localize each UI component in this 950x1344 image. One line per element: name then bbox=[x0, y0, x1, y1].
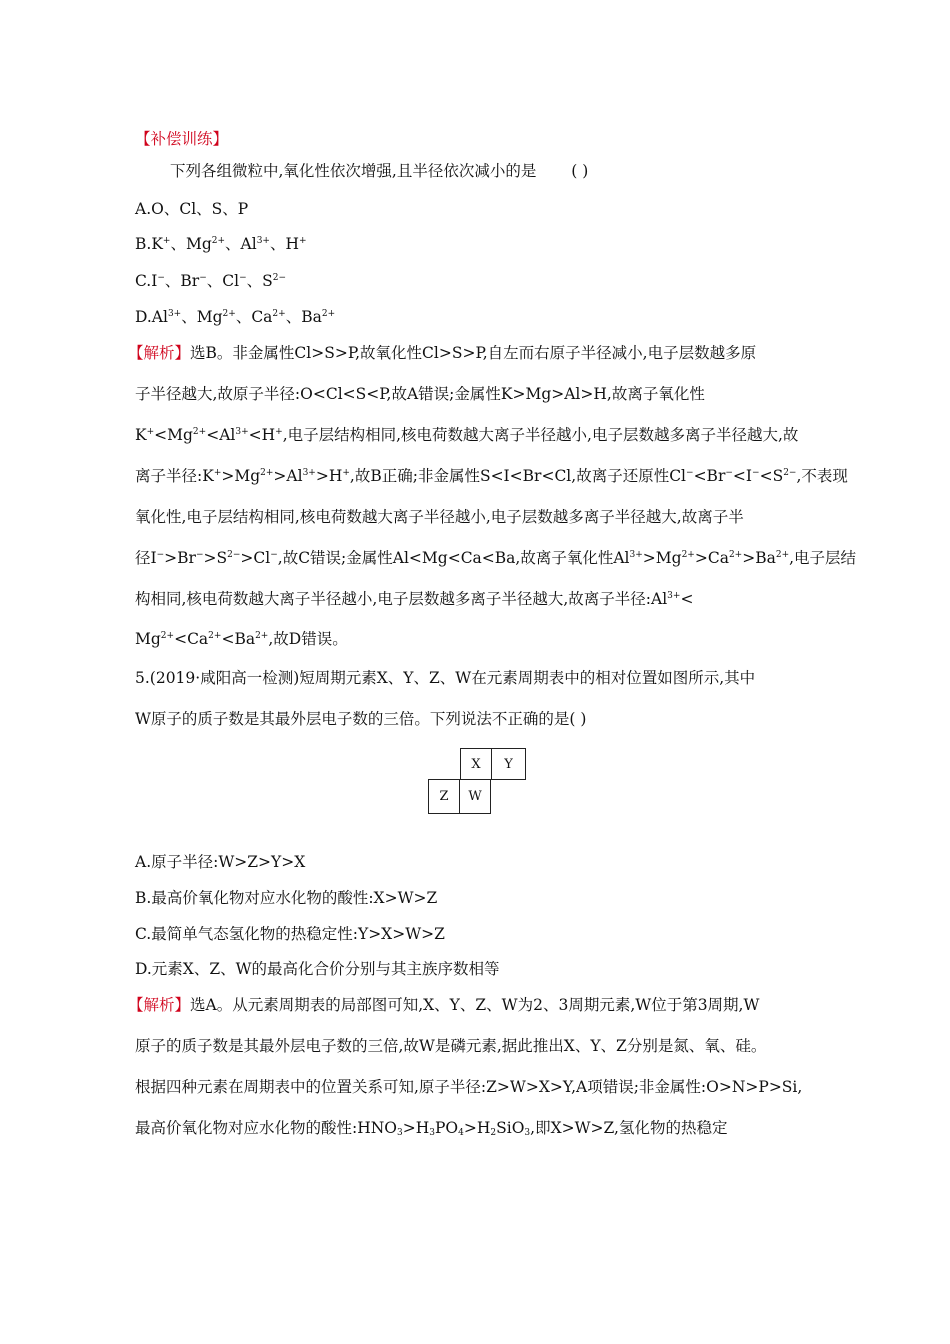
q5-analysis-line-1 bbox=[128, 994, 759, 1016]
superscript: 2+ bbox=[192, 427, 207, 437]
text-segment: <Mg bbox=[154, 426, 193, 444]
cell-y: Y bbox=[491, 748, 526, 780]
superscript: − bbox=[725, 468, 733, 478]
text-segment: < bbox=[680, 590, 694, 608]
superscript: 2− bbox=[227, 550, 241, 560]
superscript: − bbox=[157, 273, 165, 283]
analysis-line-7 bbox=[135, 588, 693, 610]
text-segment: <H bbox=[248, 426, 276, 444]
text-segment: C.I bbox=[135, 272, 158, 290]
q5-option-c: C.最简单气态氢化物的热稳定性:Y>X>W>Z bbox=[135, 925, 445, 943]
text-segment: 、Mg bbox=[170, 235, 212, 253]
text-segment: ,故D错误。 bbox=[268, 630, 348, 648]
text-segment: >Ca bbox=[694, 549, 729, 567]
text-segment: >Al bbox=[273, 467, 303, 485]
option-a: A.O、Cl、S、P bbox=[135, 200, 249, 218]
text-segment: >S bbox=[203, 549, 228, 567]
text-segment: ,故C错误;金属性Al<Mg<Ca<Ba,故离子氧化性Al bbox=[277, 549, 630, 567]
text-segment: >H bbox=[315, 467, 343, 485]
text-segment: ,即X>W>Z,氢化物的热稳定 bbox=[530, 1119, 728, 1137]
superscript: 3+ bbox=[629, 550, 643, 560]
question-stem-text: 下列各组微粒中,氧化性依次增强,且半径依次减小的是 bbox=[170, 162, 537, 180]
q5-analysis-line-2: 原子的质子数是其最外层电子数的三倍,故W是磷元素,据此推出X、Y、Z分别是氮、氧、硅。 bbox=[135, 1037, 767, 1055]
text-segment: Mg bbox=[135, 630, 161, 648]
analysis-line-1 bbox=[128, 342, 756, 364]
superscript: 2+ bbox=[255, 631, 269, 641]
superscript: − bbox=[156, 550, 165, 560]
analysis-line-8 bbox=[135, 628, 348, 650]
analysis-line-3 bbox=[135, 424, 798, 446]
superscript: + bbox=[275, 427, 283, 437]
q5-analysis-label: 【解析】 bbox=[128, 996, 191, 1014]
text-segment: 、Mg bbox=[181, 308, 223, 326]
superscript: 3+ bbox=[256, 236, 270, 246]
superscript: − bbox=[195, 550, 204, 560]
analysis-line-2: 子半径越大,故原子半径:O<Cl<S<P,故A错误;金属性K>Mg>Al>H,故离子氧化性 bbox=[135, 385, 705, 403]
superscript: 2+ bbox=[160, 631, 175, 641]
q5-analysis-line-4 bbox=[135, 1117, 727, 1139]
option-d bbox=[135, 306, 335, 328]
cell-x: X bbox=[460, 748, 492, 780]
text-segment: 、H bbox=[269, 235, 299, 253]
text-segment: K bbox=[135, 426, 147, 444]
option-b bbox=[135, 233, 307, 255]
question-stem bbox=[170, 160, 588, 182]
superscript: 3+ bbox=[302, 468, 316, 478]
text-segment: >Mg bbox=[642, 549, 682, 567]
text-segment: ,电子层结 bbox=[789, 549, 857, 567]
superscript: 3+ bbox=[667, 591, 681, 601]
text-segment: 、S bbox=[246, 272, 273, 290]
text-segment: 、Br bbox=[164, 272, 200, 290]
superscript: 2+ bbox=[775, 550, 790, 560]
superscript: 2+ bbox=[321, 309, 336, 319]
superscript: 2+ bbox=[211, 236, 226, 246]
superscript: − bbox=[752, 468, 760, 478]
text-segment: 离子半径:K bbox=[135, 467, 214, 485]
superscript: − bbox=[199, 273, 207, 283]
q5-analysis-text: 选A。从元素周期表的局部图可知,X、Y、Z、W为2、3周期元素,W位于第3周期,W bbox=[190, 996, 760, 1014]
text-segment: <S bbox=[759, 467, 784, 485]
superscript: + bbox=[162, 236, 171, 246]
superscript: 2+ bbox=[260, 468, 274, 478]
superscript: + bbox=[146, 427, 155, 437]
question-5-stem-line-2: W原子的质子数是其最外层电子数的三倍。下列说法不正确的是( ) bbox=[135, 710, 587, 728]
periodic-table-fragment bbox=[428, 748, 528, 814]
superscript: 2+ bbox=[222, 309, 236, 319]
q5-analysis-line-3: 根据四种元素在周期表中的位置关系可知,原子半径:Z>W>X>Y,A项错误;非金属性:O>N>P>Si, bbox=[135, 1078, 803, 1096]
analysis-line-4 bbox=[135, 465, 848, 487]
superscript: 2− bbox=[783, 468, 797, 478]
text-segment: 、Ba bbox=[285, 308, 322, 326]
section-title: 【补偿训练】 bbox=[135, 130, 229, 148]
analysis-text: 选B。非金属性Cl>S>P,故氧化性Cl>S>P,自左而右原子半径减小,电子层数越多原 bbox=[190, 344, 757, 362]
text-segment: >H bbox=[402, 1119, 430, 1137]
superscript: + bbox=[342, 468, 350, 478]
subscript: 4 bbox=[458, 1128, 464, 1138]
text-segment: SiO bbox=[496, 1119, 525, 1137]
analysis-line-5: 氧化性,电子层结构相同,核电荷数越大离子半径越小,电子层数越多离子半径越大,故离子半 bbox=[135, 508, 744, 526]
text-segment: >Cl bbox=[240, 549, 271, 567]
superscript: + bbox=[299, 236, 307, 246]
answer-paren: ( ) bbox=[571, 162, 589, 180]
text-segment: >Br bbox=[164, 549, 196, 567]
text-segment: >Mg bbox=[221, 467, 261, 485]
cell-z: Z bbox=[428, 779, 460, 814]
text-segment: ,不表现 bbox=[796, 467, 848, 485]
subscript: 2 bbox=[490, 1128, 497, 1138]
text-segment: 、Ca bbox=[235, 308, 273, 326]
text-segment: ,故B正确;非金属性S<I<Br<Cl,故离子还原性Cl bbox=[349, 467, 687, 485]
question-5-stem-line-1: 5.(2019·咸阳高一检测)短周期元素X、Y、Z、W在元素周期表中的相对位置如图所示,其中 bbox=[135, 669, 756, 687]
text-segment: >H bbox=[463, 1119, 491, 1137]
superscript: 2+ bbox=[272, 309, 286, 319]
text-segment: PO bbox=[435, 1119, 459, 1137]
superscript: − bbox=[270, 550, 278, 560]
text-segment: >Ba bbox=[742, 549, 776, 567]
superscript: − bbox=[239, 273, 247, 283]
q5-option-b: B.最高价氧化物对应水化物的酸性:X>W>Z bbox=[135, 889, 438, 907]
subscript: 3 bbox=[524, 1128, 531, 1138]
subscript: 3 bbox=[429, 1128, 435, 1138]
superscript: − bbox=[686, 468, 694, 478]
text-segment: 径I bbox=[135, 549, 157, 567]
text-segment: 最高价氧化物对应水化物的酸性:HNO bbox=[135, 1119, 398, 1137]
text-segment: B.K bbox=[135, 235, 163, 253]
text-segment: <Al bbox=[206, 426, 236, 444]
text-segment: <I bbox=[732, 467, 753, 485]
text-segment: 、Cl bbox=[206, 272, 240, 290]
cell-w: W bbox=[459, 779, 491, 814]
q5-option-a: A.原子半径:W>Z>Y>X bbox=[135, 853, 306, 871]
superscript: 2− bbox=[272, 273, 287, 283]
text-segment: <Br bbox=[693, 467, 726, 485]
q5-option-d: D.元素X、Z、W的最高化合价分别与其主族序数相等 bbox=[135, 960, 500, 978]
text-segment: <Ca bbox=[174, 630, 209, 648]
superscript: 3+ bbox=[235, 427, 249, 437]
analysis-line-6 bbox=[135, 547, 856, 569]
superscript: 3+ bbox=[167, 309, 182, 319]
text-segment: ,电子层结构相同,核电荷数越大离子半径越小,电子层数越多离子半径越大,故 bbox=[282, 426, 799, 444]
option-c bbox=[135, 270, 286, 292]
text-segment: D.Al bbox=[135, 308, 168, 326]
subscript: 3 bbox=[397, 1128, 403, 1138]
superscript: 2+ bbox=[681, 550, 695, 560]
superscript: + bbox=[213, 468, 222, 478]
superscript: 2+ bbox=[728, 550, 743, 560]
superscript: 2+ bbox=[208, 631, 222, 641]
text-segment: <Ba bbox=[221, 630, 256, 648]
text-segment: 构相同,核电荷数越大离子半径越小,电子层数越多离子半径越大,故离子半径:Al bbox=[135, 590, 668, 608]
analysis-label: 【解析】 bbox=[128, 344, 191, 362]
text-segment: 、Al bbox=[225, 235, 257, 253]
